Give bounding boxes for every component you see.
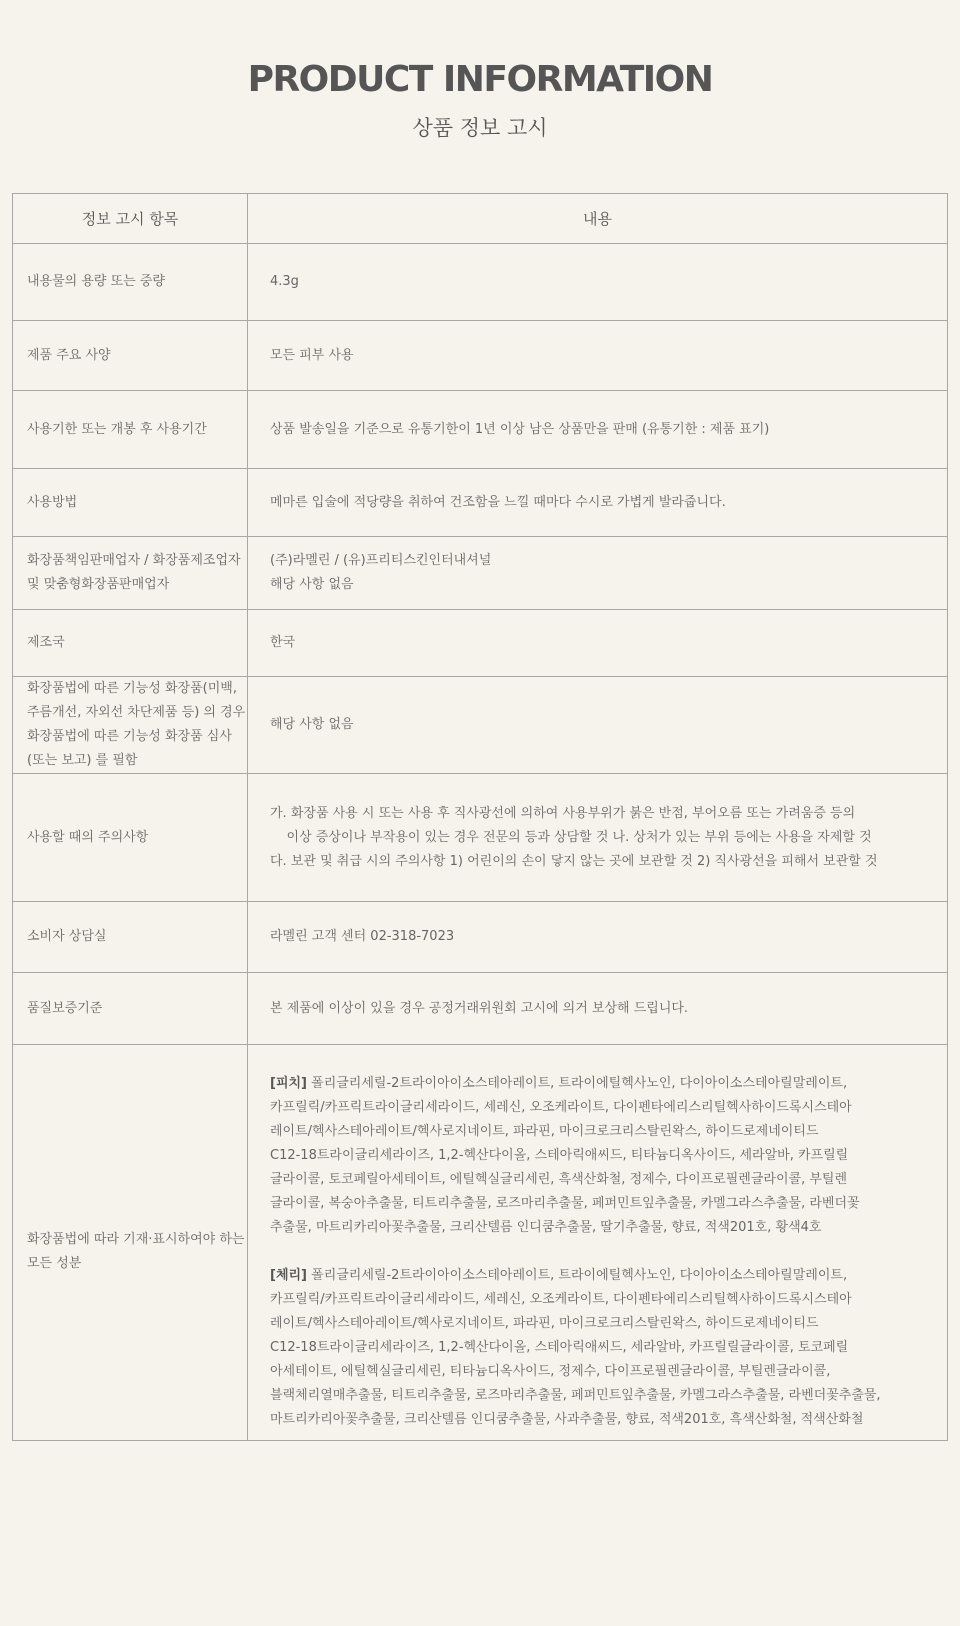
row-label bbox=[13, 391, 248, 469]
row-label bbox=[13, 537, 248, 610]
ingredient-line: 글라이콜, 복숭아추출물, 티트리추출물, 로즈마리추출물, 페퍼민트잎추출물, 카멜그라스추출물, 라벤더꽃 bbox=[270, 1196, 860, 1211]
table-row bbox=[13, 902, 948, 973]
row-value-line: 메마른 입술에 적당량을 취하여 건조함을 느낄 때마다 수시로 가볍게 발라줍니다. bbox=[270, 494, 726, 510]
row-value bbox=[248, 321, 948, 391]
row-value bbox=[248, 774, 948, 902]
table-header-row bbox=[13, 194, 948, 244]
row-value-line: 이상 증상이나 부작용이 있는 경우 전문의 등과 상담할 것 나. 상처가 있는 부위 등에는 사용을 자제할 것 bbox=[270, 829, 872, 845]
ingredient-line: 마트리카리아꽃추출물, 크리산텔름 인디쿰추출물, 사과추출물, 향료, 적색201호, 흑색산화철, 적색산화철 bbox=[270, 1412, 864, 1427]
row-value-line: 해당 사항 없음 bbox=[270, 577, 354, 592]
table-row bbox=[13, 973, 948, 1045]
row-label bbox=[13, 610, 248, 677]
column-header-content: 내용 bbox=[248, 194, 948, 244]
row-label-line: 사용할 때의 주의사항 bbox=[27, 829, 149, 845]
product-info-table bbox=[12, 193, 948, 1441]
row-value bbox=[248, 469, 948, 537]
row-value bbox=[248, 537, 948, 610]
ingredient-tag: [체리] bbox=[270, 1268, 307, 1283]
table-row bbox=[13, 244, 948, 321]
row-label bbox=[13, 1045, 248, 1441]
table-row bbox=[13, 677, 948, 774]
row-value-line: 상품 발송일을 기준으로 유통기한이 1년 이상 남은 상품만을 판매 (유통기한 : 제품 표기) bbox=[270, 421, 770, 437]
ingredient-line: 블랙체리열매추출물, 티트리추출물, 로즈마리추출물, 페퍼민트잎추출물, 카멜그라스추출물, 라벤더꽃추출물, bbox=[270, 1388, 881, 1403]
row-value-line: 본 제품에 이상이 있을 경우 공정거래위원회 고시에 의거 보상해 드립니다. bbox=[270, 1000, 689, 1016]
row-label-line: 사용기한 또는 개봉 후 사용기간 bbox=[27, 421, 207, 437]
row-label bbox=[13, 774, 248, 902]
row-label-line: 화장품법에 따라 기재·표시하여야 하는 bbox=[27, 1232, 245, 1247]
ingredient-line: 레이트/헥사스테아레이트/헥사로지네이트, 파라핀, 마이크로크리스탈린왁스, 하이드로제네이티드 bbox=[270, 1316, 819, 1331]
row-label-line: 화장품법에 따른 기능성 화장품(미백, bbox=[27, 681, 237, 696]
row-value-line: 4.3g bbox=[270, 274, 299, 289]
row-value-line: 가. 화장품 사용 시 또는 사용 후 직사광선에 의하여 사용부위가 붉은 반점, 부어오름 또는 가려움증 등의 bbox=[270, 805, 856, 821]
row-value-line: 라멜린 고객 센터 02-318-7023 bbox=[270, 929, 455, 944]
row-label-line: 화장품법에 따른 기능성 화장품 심사 bbox=[27, 729, 232, 744]
table-row bbox=[13, 610, 948, 677]
ingredient-tag: [피치] bbox=[270, 1076, 307, 1091]
ingredient-line: 카프릴릭/카프릭트라이글리세라이드, 세레신, 오조케라이트, 다이펜타에리스리틸헥사하이드록시스테아 bbox=[270, 1292, 852, 1307]
ingredient-line: 폴리글리세릴-2트라이아이소스테아레이트, 트라이에틸헥사노인, 다이아이소스테아릴말레이트, bbox=[307, 1076, 848, 1091]
table-row bbox=[13, 321, 948, 391]
column-header-item: 정보 고시 항목 bbox=[13, 194, 248, 244]
row-label-line: 품질보증기준 bbox=[27, 1000, 103, 1016]
row-value bbox=[248, 1045, 948, 1441]
page-subtitle: 상품 정보 고시 bbox=[412, 116, 548, 140]
table-row bbox=[13, 391, 948, 469]
row-value bbox=[248, 973, 948, 1045]
ingredient-line: 카프릴릭/카프릭트라이글리세라이드, 세레신, 오조케라이트, 다이펜타에리스리틸헥사하이드록시스테아 bbox=[270, 1100, 852, 1115]
ingredient-line: C12-18트라이글리세라이즈, 1,2-헥산다이올, 스테아릭애씨드, 티타늄디옥사이드, 세라알바, 카프릴릴 bbox=[270, 1148, 849, 1163]
row-value-line: 다. 보관 및 취급 시의 주의사항 1) 어린이의 손이 닿지 않는 곳에 보관할 것 2) 직사광선을 피해서 보관할 것 bbox=[270, 853, 878, 869]
row-value bbox=[248, 244, 948, 321]
ingredient-line: 글라이콜, 토코페릴아세테이트, 에틸헥실글리세린, 흑색산화철, 정제수, 다이프로필렌글라이콜, 부틸렌 bbox=[270, 1172, 848, 1187]
row-label-line: 화장품책임판매업자 / 화장품제조업자 bbox=[27, 553, 241, 568]
row-value-line: 한국 bbox=[270, 635, 296, 650]
ingredient-line: C12-18트라이글리세라이즈, 1,2-헥산다이올, 스테아릭애씨드, 세라알바, 카프릴릴글라이콜, 토코페릴 bbox=[270, 1340, 849, 1355]
ingredients-cherry bbox=[270, 1264, 925, 1432]
row-value-line: 모든 피부 사용 bbox=[270, 347, 354, 363]
row-label bbox=[13, 902, 248, 973]
ingredients-peach bbox=[270, 1072, 925, 1240]
row-label bbox=[13, 244, 248, 321]
row-label-line: 및 맞춤형화장품판매업자 bbox=[27, 577, 170, 592]
page-title: PRODUCT INFORMATION bbox=[247, 59, 713, 100]
row-label bbox=[13, 469, 248, 537]
row-label-line: 주름개선, 자외선 차단제품 등) 의 경우 bbox=[27, 705, 246, 720]
table-row bbox=[13, 774, 948, 902]
row-label-line: 사용방법 bbox=[27, 494, 78, 510]
row-label-line: 소비자 상담실 bbox=[27, 929, 107, 944]
row-value bbox=[248, 902, 948, 973]
row-value bbox=[248, 391, 948, 469]
row-label bbox=[13, 321, 248, 391]
row-label-line: 내용물의 용량 또는 중량 bbox=[27, 274, 165, 289]
row-value-line: 해당 사항 없음 bbox=[270, 717, 354, 732]
ingredient-line: 추출물, 마트리카리아꽃추출물, 크리산텔름 인디쿰추출물, 딸기추출물, 향료, 적색201호, 황색4호 bbox=[270, 1220, 822, 1235]
page-header bbox=[0, 0, 960, 142]
table-row bbox=[13, 537, 948, 610]
row-label-line: 제품 주요 사양 bbox=[27, 347, 111, 363]
table-row-ingredients bbox=[13, 1045, 948, 1441]
row-label-line: (또는 보고) 를 필함 bbox=[27, 753, 138, 768]
row-label bbox=[13, 973, 248, 1045]
ingredient-line: 아세테이트, 에틸헥실글리세린, 티타늄디옥사이드, 정제수, 다이프로필렌글라이콜, 부틸렌글라이콜, bbox=[270, 1364, 831, 1379]
table-row bbox=[13, 469, 948, 537]
row-value bbox=[248, 677, 948, 774]
row-label bbox=[13, 677, 248, 774]
ingredient-line: 레이트/헥사스테아레이트/헥사로지네이트, 파라핀, 마이크로크리스탈린왁스, 하이드로제네이티드 bbox=[270, 1124, 819, 1139]
ingredient-line: 폴리글리세릴-2트라이아이소스테아레이트, 트라이에틸헥사노인, 다이아이소스테아릴말레이트, bbox=[307, 1268, 848, 1283]
row-label-line: 모든 성분 bbox=[27, 1256, 82, 1271]
row-value-line: (주)라멜린 / (유)프리티스킨인터내셔널 bbox=[270, 553, 492, 568]
row-value bbox=[248, 610, 948, 677]
row-label-line: 제조국 bbox=[27, 635, 65, 650]
